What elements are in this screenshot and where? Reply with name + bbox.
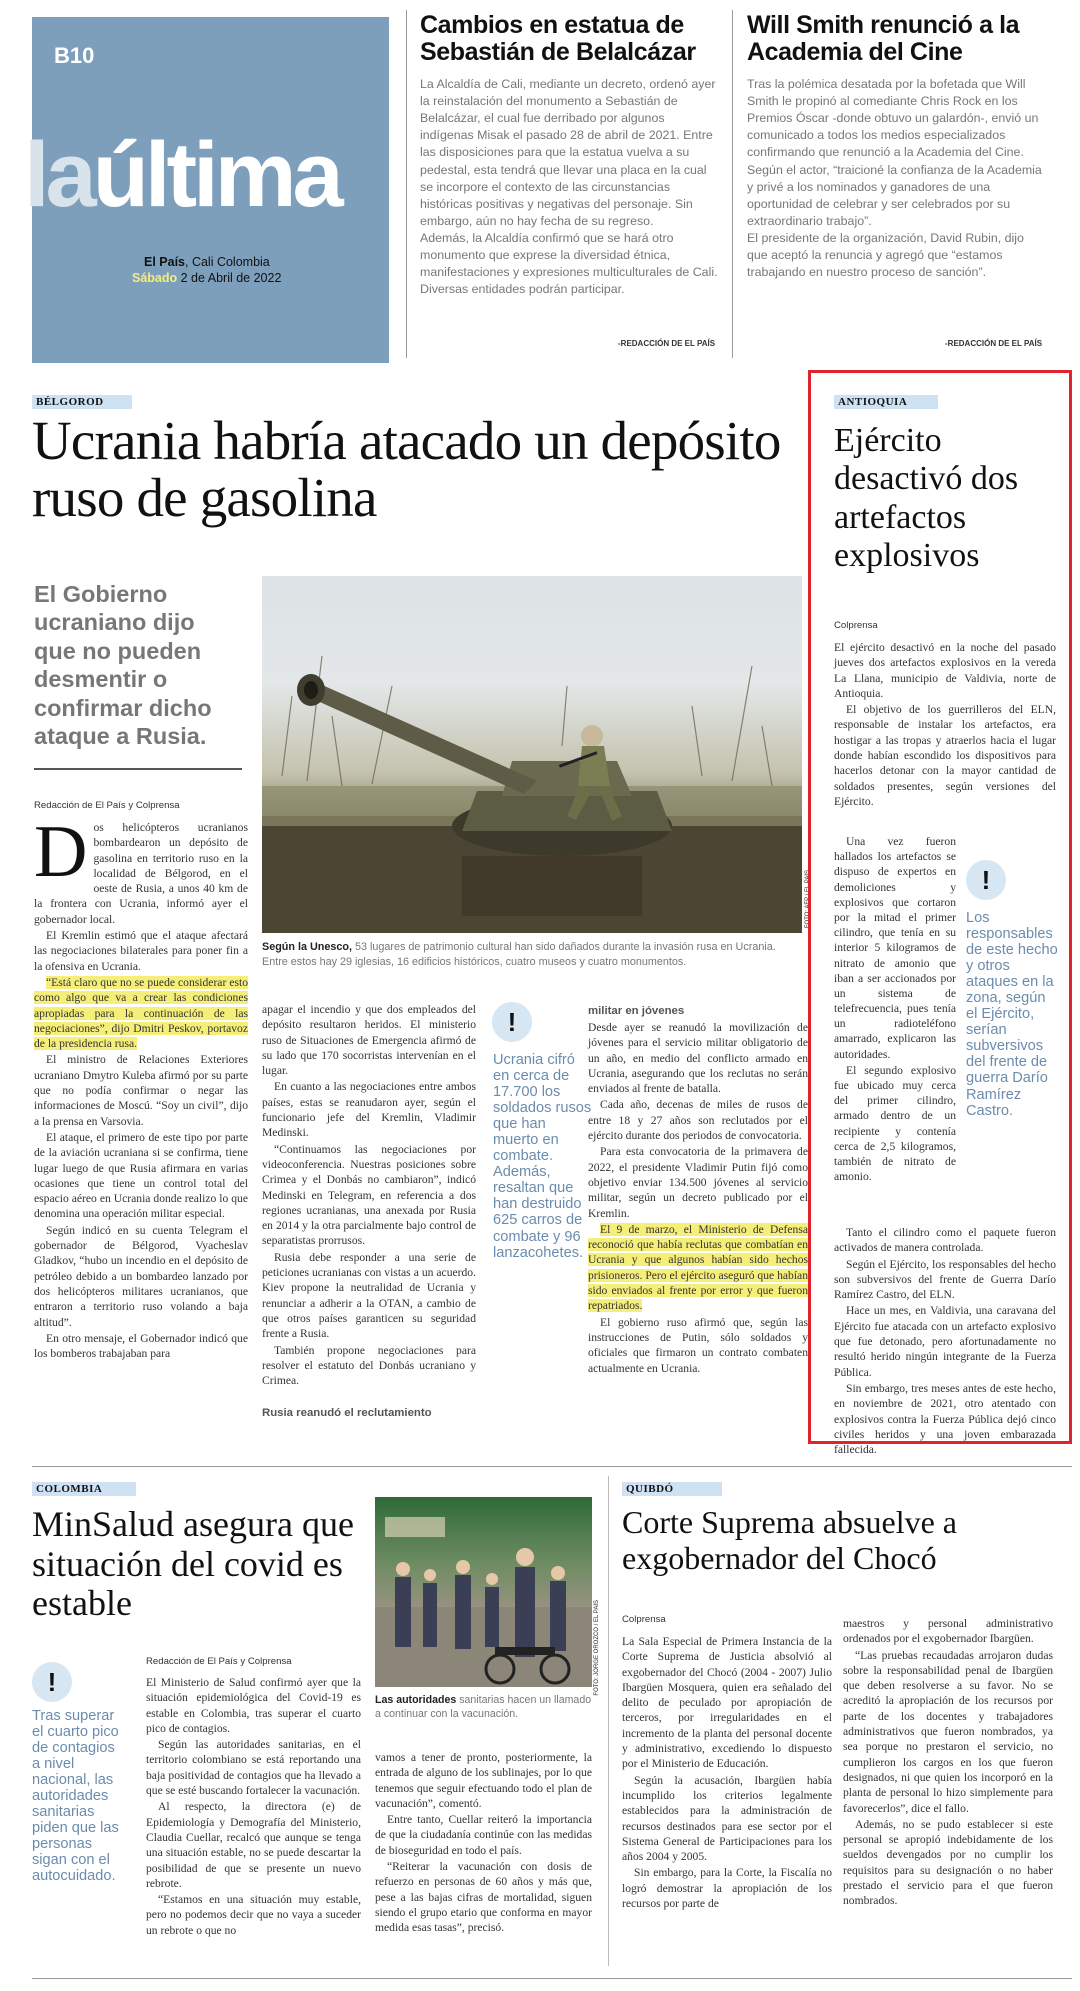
main-quote-highlight: “Está claro que no se puede considerar esto como algo que va a crear las condiciones apropiadas para la continuación de las negociaciones”, dijo Dmitri Peskov, portavoz de la presidencia rusa.	[34, 975, 248, 1051]
main-deck: El Gobierno ucraniano dijo que no pueden desmentir o confirmar dicho ataque a Rusia.	[34, 581, 212, 750]
covid-byline: Redacción de El País y Colprensa	[146, 1656, 292, 1667]
antioquia-p4: El segundo explosivo fue ubicado muy cerca del primer cilindro, armado dentro de un recipiente y contenía cerca de 2,5 kilogramos, también de nitrato de amonio.	[834, 1063, 956, 1184]
choco-divider	[608, 1476, 609, 1966]
antioquia-body-bottom	[834, 1225, 1056, 1458]
choco-col-2	[843, 1616, 1053, 1910]
antioquia-p8: Sin embargo, tres meses antes de este hecho, en noviembre de 2021, otro atentado con explosivos contra la Fuerza Pública dejó cinco civiles heridos y una joven embarazada fallecida.	[834, 1381, 1056, 1457]
main-subhead-2: militar en jóvenes	[588, 1005, 685, 1017]
choco-p1: La Sala Especial de Primera Instancia de la Corte Suprema de Justicia absolvió al exgobernador del Chocó (2004 - 2007) Julio Ibargüen Mosquera, quien era señalado del delito de peculado por apropiación de terceros, por irregularidades en el incremento de la planta del personal docente y administrativo, excediendo lo dispuesto por el Ministerio de Educación.	[622, 1635, 832, 1771]
antioquia-byline: Colprensa	[834, 620, 878, 631]
weekday: Sábado	[132, 271, 178, 285]
section-logo	[24, 124, 340, 226]
covid-c2p3: “Reiterar la vacunación con dosis de refuerzo en personas de 60 años y más que, pese a las bajas cifras de mortalidad, siguen siendo el grupo etario que conforma en mayor medida esas tasas”, precisó.	[375, 1860, 592, 1935]
tank-caption-lead: Según la Unesco,	[262, 941, 352, 953]
paper-name: El País	[144, 255, 185, 269]
covid-photo-credit: FOTO: JORGE OROZCO / EL PAÍS	[594, 1600, 600, 1696]
tank-caption-text: 53 lugares de patrimonio cultural han sido dañados durante la invasión rusa en Ucrania. Entre estos hay 29 iglesias, 16 edificios históricos, cuatro museos y cuatro monumentos.	[262, 941, 776, 968]
bottom-divider	[32, 1978, 1072, 1979]
section-tag-antioquia: ANTIOQUIA	[834, 395, 938, 409]
main-p2: El Kremlin estimó que el ataque afectará las negociaciones bilaterales para poner fin a la ofensiva en Ucrania.	[34, 929, 248, 973]
main-p3	[34, 975, 248, 1051]
main-subhead-1: Rusia reanudó el reclutamiento	[262, 1407, 432, 1419]
exclamation-icon: !	[966, 860, 1006, 900]
covid-pull-quote: Tras superar el cuarto pico de contagios a nivel nacional, las autoridades sanitarias piden que las personas sigan con el autocuidado.	[32, 1708, 119, 1885]
main-pull-quote: Ucrania cifró en cerca de 17.700 los soldados rusos que han muerto en combate. Además, resaltan que han destruido 625 carros de combate y 96 lanzacohetes.	[493, 1052, 592, 1261]
belalcazar-title: Cambios en estatua de Sebastián de Belalcázar	[420, 11, 696, 66]
main-p7: En otro mensaje, el Gobernador indicó que los bomberos trabajaban para	[34, 1331, 248, 1361]
covid-photo-caption	[375, 1693, 592, 1722]
main-c4p4	[588, 1222, 808, 1314]
section-tag-quibdo: QUIBDÓ	[622, 1482, 722, 1496]
smith-p1: Tras la polémica desatada por la bofetada que Will Smith le propinó al comediante Chris Rock en los Premios Óscar -donde obtuvo un galardón-, envió un comunicado a todos los medios especializados confirmando que renunció a la Academia del Cine.	[747, 77, 1039, 160]
main-col-4	[588, 1020, 808, 1377]
section-logo-part1: la	[24, 124, 93, 226]
covid-caption-text: sanitarias hacen un llamado a continuar con la vacunación.	[375, 1694, 592, 1721]
belalcazar-signature: -REDACCIÓN DE EL PAÍS	[618, 339, 716, 348]
choco-title: Corte Suprema absuelve a exgobernador del Chocó	[622, 1504, 957, 1576]
section-tag-colombia: COLOMBIA	[32, 1482, 136, 1496]
main-c2p5: También propone negociaciones para resolver el estatuto del Donbás ucraniano y Crimea.	[262, 1343, 476, 1388]
choco-c2p1: maestros y personal administrativo ordenados por el exgobernador Ibargüen.	[843, 1617, 1053, 1646]
page-number: B10	[54, 43, 95, 68]
smith-title: Will Smith renunció a la Academia del Cine	[747, 11, 1020, 66]
covid-p1: El Ministerio de Salud confirmó ayer que la situación epidemiológica del Covid-19 es estable en Colombia, tras superar el cuarto pico de contagios.	[146, 1676, 361, 1735]
covid-col-2	[375, 1750, 592, 1937]
antioquia-pull-quote: Los responsables de este hecho y otros ataques en la zona, según el Ejército, serían subversivos del frente de guerra Darío Ramírez Castro.	[966, 910, 1058, 1119]
antioquia-p3: Una vez fueron hallados los artefactos se dispuso de expertos en demoliciones y explosivos que cortaron por la mitad el primer cilindro, que tenía en su interior 5 kilogramos de nitrato de amonio que iban a ser accionados por un sistema de telefrecuencia, pues tenía un radioteléfono amarrado, explicaron las autoridades.	[834, 835, 956, 1061]
section-tag-belgorod: BÉLGOROD	[32, 395, 132, 409]
choco-c2p2: “Las pruebas recaudadas arrojaron dudas sobre la responsabilidad penal de Ibargüen que deben resolverse a su favor. No se acreditó la apropiación de los recursos por parte de los docentes y trabajadores administrativos que fueron nombrados, ya sea porque no prestaron el servicio, no cumplieron los cargos en los que fueron designados, ni que quien los incorporó en la planta de personal lo hizo simplemente para favorecerlos”, dice el fallo.	[843, 1648, 1053, 1815]
belalcazar-body	[420, 76, 720, 298]
edition-line	[144, 255, 270, 269]
antioquia-body-top	[834, 640, 1056, 810]
choco-col-1	[622, 1634, 832, 1912]
covid-p4: “Estamos en una situación muy estable, pero no podemos decir que no vaya a suceder un rebrote o que no	[146, 1893, 361, 1937]
main-highlight-2: El 9 de marzo, el Ministerio de Defensa reconoció que había reclutas que combatían en Ucrania y que algunos habían sido hechos prisioneros. Pero el ejército aseguró que habían sido enviados al frente por error y que fueron repatriados.	[588, 1222, 808, 1313]
main-headline: Ucrania habría atacado un depósito ruso de gasolina	[32, 410, 781, 528]
antioquia-p2: El objetivo de los guerrilleros del ELN, responsable de instalar los artefactos, era hostigar a las tropas y atraerlos hacia el lugar donde habían escondido los dispositivos para hacerlos detonar con la mayor cantidad de soldados presentes, según versiones del Ejército.	[834, 703, 1056, 808]
main-p4: El ministro de Relaciones Exteriores ucraniano Dmytro Kuleba afirmó por su parte que no podía confirmar o negar las informaciones de Moscú. “Soy un civil”, dijo a la prensa en Varsovia.	[34, 1053, 248, 1128]
main-c4p2: Cada año, decenas de miles de rusos de entre 18 y 27 años son reclutados por el ejército durante dos periodos de convocatoria.	[588, 1098, 808, 1143]
main-c2p1: apagar el incendio y que dos empleados del depósito resultaron heridos. El ministerio ruso de Situaciones de Emergencia afirmó de su lado que 170 socorristas intervenían en el lugar.	[262, 1003, 476, 1078]
antioquia-title: Ejército desactivó dos artefactos explosivos	[834, 422, 1019, 575]
masthead	[24, 17, 389, 363]
choco-c2p3: Además, no se pudo establecer si este personal se apropió indebidamente de los sueldos devengados por no cumplir los requisitos para su designación o no haber prestado el servicio para el que fueron nombrados.	[843, 1817, 1053, 1908]
main-c4p3: Para esta convocatoria de la primavera de 2022, el presidente Vladimir Putin fijó como objetivo enviar 134.500 jóvenes al servicio militar, según un decreto publicado por el Kremlin.	[588, 1145, 808, 1220]
dropcap: D	[34, 811, 88, 893]
section-logo-part2: última	[92, 124, 340, 226]
antioquia-p6: Según el Ejército, los responsables del hecho son subversivos del frente de Guerra Darío Ramírez Castro, del ELN.	[834, 1257, 1056, 1302]
main-col-2	[262, 1002, 476, 1389]
covid-caption-lead: Las autoridades	[375, 1694, 457, 1706]
main-c2p4: Rusia debe responder a una serie de peticiones ucranianas con vistas a un acuerdo. Kiev propone la neutralidad de Ucrania y renunciar a adherir a la OTAN, a cambio de que otros países garanticen su seguridad frente a Rusia.	[262, 1250, 476, 1341]
main-c2p2: En cuanto a las negociaciones entre ambos países, estas se reanudaron ayer, según el funcionario jefe del Kremlin, Vladimir Medinski.	[262, 1080, 476, 1140]
covid-c2p1: vamos a tener de pronto, posteriormente, la entrada de alguno de los sublinajes, por lo que tenemos que seguir efectuando todo el plan de vacunación”, comentó.	[375, 1751, 592, 1810]
antioquia-body-mid	[834, 834, 956, 1185]
choco-byline: Colprensa	[622, 1614, 666, 1625]
exclamation-icon: !	[492, 1002, 532, 1042]
covid-photo-graphic	[375, 1497, 592, 1687]
antioquia-p7: Hace un mes, en Valdivia, una caravana del Ejército fue atacada con un artefacto explosivo que fue detonado, pero afortunadamente no resultó herido ningún integrante de la Fuerza Pública.	[834, 1304, 1056, 1379]
main-c4p1: Desde ayer se reanudó la movilización de jóvenes para el servicio militar obligatorio de un año, en medio del conflicto armado en Ucrania, asegurando que los reclutas no serán enviados al frente de batalla.	[588, 1021, 808, 1096]
covid-col-1	[146, 1675, 361, 1939]
tank-photo	[262, 576, 802, 933]
covid-c2p2: Entre tanto, Cuellar reiteró la importancia de que la ciudadanía continúe con las medidas de bioseguridad en todo el país.	[375, 1813, 592, 1857]
smith-body	[747, 76, 1045, 281]
tank-photo-caption	[262, 940, 802, 969]
tank-photo-credit: FOTO: AFP / EL PAÍS	[805, 870, 811, 929]
deck-divider	[34, 768, 242, 770]
main-p5: El ataque, el primero de este tipo por parte de la aviación ucraniana si se confirma, tiene lugar luego de que Rusia afirmara en varias ocasiones que tiene un control total del espacio aéreo en Ucrania donde realizo lo que denomina una operación militar especial.	[34, 1130, 248, 1221]
city: , Cali Colombia	[185, 255, 270, 269]
antioquia-p5: Tanto el cilindro como el paquete fueron activados de manera controlada.	[834, 1226, 1056, 1255]
main-lead: os helicópteros ucranianos bombardearon un depósito de gasolina en territorio ruso en la localidad de Bélgorod, en el oeste de Rusia, a unos 40 km de la frontera con Ucrania, informó ayer el gobernador local.	[34, 821, 248, 926]
belalcazar-p1: La Alcaldía de Cali, mediante un decreto, ordenó ayer la reinstalación del monumento a Sebastián de Belalcázar, el cual fue derribado por algunos indígenas Misak el pasado 28 de abril de 2021. Entre las disposiciones para que la estatua vuelva a su pedestal, esta tendrá que llevar una placa en la cual se incorpore el contexto de las circunstancias históricas positivas y negativas del personaje. Sin embargo, aún no hay fecha de su regreso.	[420, 77, 716, 228]
main-byline: Redacción de El País y Colprensa	[34, 800, 180, 811]
covid-title: MinSalud asegura que situación del covid es estable	[32, 1504, 354, 1624]
covid-photo	[375, 1497, 592, 1687]
section-divider	[32, 1466, 1072, 1467]
smith-signature: -REDACCIÓN DE EL PAÍS	[945, 339, 1043, 348]
tank-photo-graphic	[262, 576, 802, 933]
top-divider-2	[732, 10, 733, 358]
date: 2 de Abril de 2022	[177, 271, 282, 285]
belalcazar-p2: Además, la Alcaldía confirmó que se hará otro monumento que exprese la diversidad étnica, manifestaciones y expresiones multiculturales de Cali. Diversas entidades podrán participar.	[420, 230, 718, 297]
smith-p3: El presidente de la organización, David Rubin, dijo que aceptó la renuncia y agregó que “estamos trabajando en nuestro proceso de sanción”.	[747, 230, 1024, 280]
choco-p3: Sin embargo, para la Corte, la Fiscalía no logró demostrar la apropiación de los recursos por parte de	[622, 1866, 832, 1911]
date-line	[132, 271, 281, 285]
antioquia-p1: El ejército desactivó en la noche del pasado jueves dos artefactos explosivos en la vereda La Llana, municipio de Valdivia, norte de Antioquia.	[834, 641, 1056, 700]
main-c4p5: El gobierno ruso afirmó que, según las instrucciones de Putin, sólo soldados y oficiales que firmaron un contrato combaten actualmente en Ucrania.	[588, 1315, 808, 1375]
choco-p2: Según la acusación, Ibargüen había incumplido los criterios legalmente establecidos para la administración de recursos destinados para ese sector por el Sistema General de Participaciones para los años 2004 y 2005.	[622, 1773, 832, 1864]
smith-p2: Según el actor, “traicioné la confianza de la Academia y privé a los nominados y ganadores de una oportunidad de celebrar y ser celebrados por su extraordinario trabajo”.	[747, 162, 1042, 228]
main-col-1	[34, 811, 248, 1362]
exclamation-icon: !	[32, 1662, 72, 1702]
main-p6: Según indicó en su cuenta Telegram el gobernador de Bélgorod, Vyacheslav Gladkov, “hubo un incendio en el depósito de petróleo debido a un bombardeo lanzado por dos helicópteros militares ucranianos, que entraron a territorio ruso volando a baja altitud”.	[34, 1223, 248, 1329]
covid-p3: Al respecto, la directora (e) de Epidemiología y Demografía del Ministerio, Claudia Cuellar, recalcó que aunque se tenga una situación estable, no se puede descartar la posibilidad de que se presente un nuevo rebrote.	[146, 1800, 361, 1890]
main-c2p3: “Continuamos las negociaciones por videoconferencia. Nuestras posiciones sobre Crimea y el Donbás no cambiaron”, indicó Medinski en Telegram, en referencia a dos regiones ucranianas, una anexada por Rusia en 2014 y la otra parcialmente bajo control de separatistas prorrusos.	[262, 1142, 476, 1248]
covid-p2: Según las autoridades sanitarias, en el territorio colombiano se está reportando una baja positividad de contagios que ha llevado a que se esté buscando fortalecer la vacunación.	[146, 1738, 361, 1798]
top-divider	[406, 10, 407, 358]
